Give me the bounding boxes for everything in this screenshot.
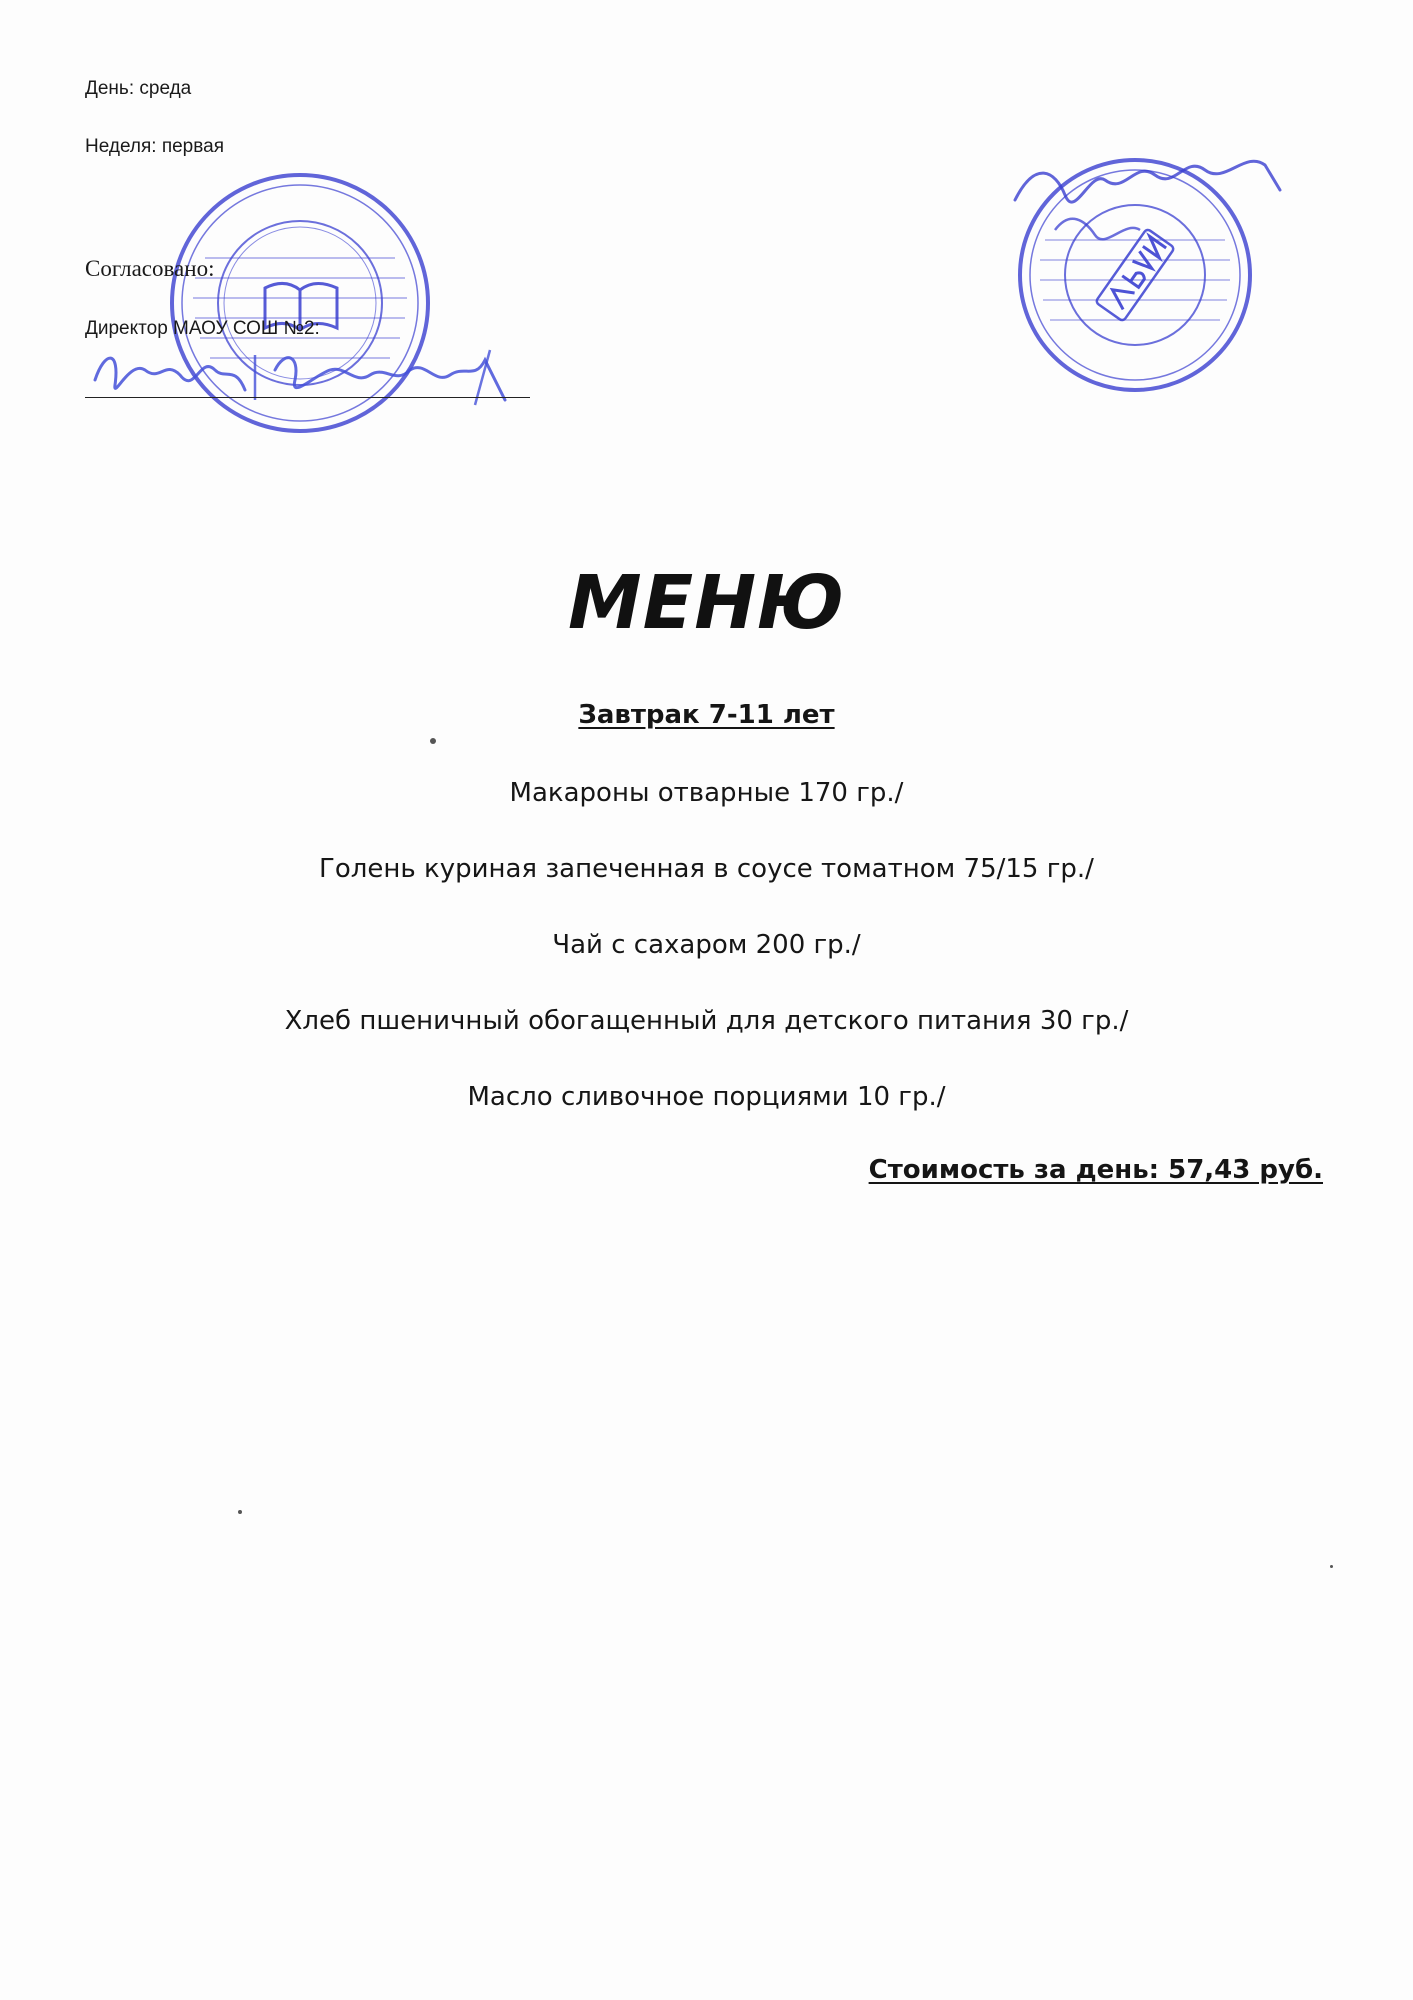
director-signature (85, 340, 525, 410)
menu-item: Хлеб пшеничный обогащенный для детского питания 30 гр./ (284, 1006, 1129, 1036)
director-label: Директор МАОУ СОШ №2: (85, 318, 320, 339)
company-stamp (995, 140, 1295, 410)
scan-speck (430, 738, 436, 744)
meal-heading: Завтрак 7-11 лет (578, 700, 835, 730)
day-label: День: среда (85, 78, 192, 99)
menu-items-list (0, 771, 1413, 1151)
menu-item: Чай с сахаром 200 гр./ (552, 930, 861, 960)
menu-item: Масло сливочное порциями 10 гр./ (467, 1082, 946, 1112)
signature-line (85, 397, 530, 398)
agreed-label: Согласовано: (85, 256, 215, 281)
page-title: МЕНЮ (568, 560, 845, 646)
scan-speck (1330, 1565, 1333, 1568)
week-label: Неделя: первая (85, 136, 224, 157)
daily-cost: Стоимость за день: 57,43 руб. (868, 1155, 1323, 1185)
scan-speck (238, 1510, 242, 1514)
menu-item: Макароны отварные 170 гр./ (509, 778, 904, 808)
menu-item: Голень куриная запеченная в соусе томатном 75/15 гр./ (319, 854, 1094, 884)
